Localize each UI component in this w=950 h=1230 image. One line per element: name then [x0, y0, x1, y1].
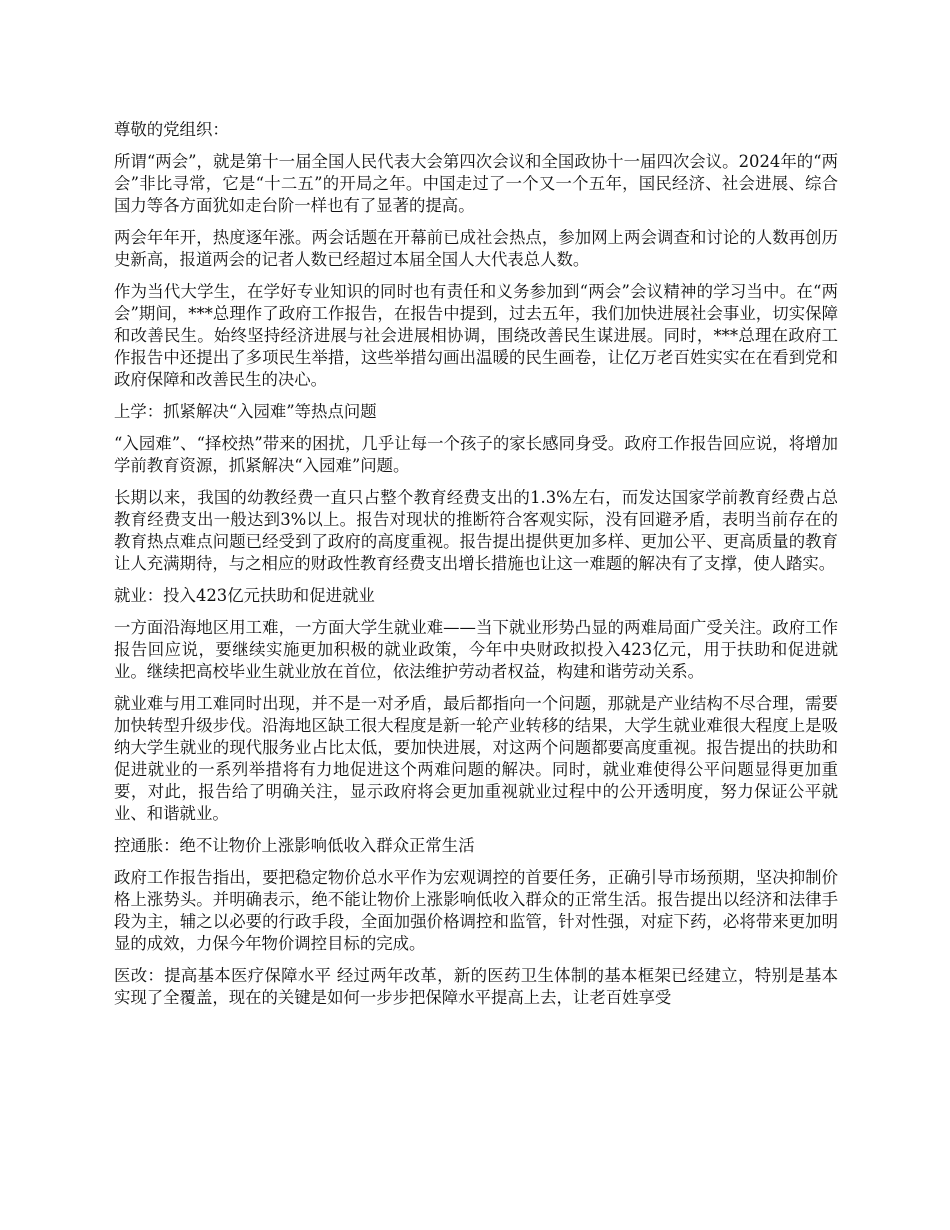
paragraph-students: 作为当代大学生，在学好专业知识的同时也有责任和义务参加到“两会”会议精神的学习当中。在“两会”期间，***总理作了政府工作报告，在报告中提到，过去五年，我们加快进展社会事业，切实保障和改善民生。始终坚持经济进展与社会进展相协调，围绕改善民生谋进展。同时，***总理在政府工作报告中还提出了多项民生举措，这些举措勾画出温暖的民生画卷，让亿万老百姓实实在在看到党和政府保障和改善民生的决心。 — [114, 282, 838, 389]
paragraph-employment-policy: 一方面沿海地区用工难，一方面大学生就业难——当下就业形势凸显的两难局面广受关注。政府工作报告回应说，要继续实施更加积极的就业政策，今年中央财政拟投入423亿元，用于扶助和促进就业。继续把高校毕业生就业放在首位，依法维护劳动者权益，构建和谐劳动关系。 — [114, 618, 838, 681]
paragraph-healthcare: 医改：提高基本医疗保障水平 经过两年改革，新的医药卫生体制的基本框架已经建立，特别是基本实现了全覆盖，现在的关键是如何一步步把保障水平提高上去，让老百姓享受 — [114, 966, 838, 1007]
paragraph-kindergarten: “入园难”、“择校热”带来的困扰，几乎让每一个孩子的家长感同身受。政府工作报告回应说，将增加学前教育资源，抓紧解决“入园难”问题。 — [114, 434, 838, 475]
heading-schooling: 上学：抓紧解决“入园难”等热点问题 — [114, 402, 377, 421]
heading-inflation: 控通胀：绝不让物价上涨影响低收入群众正常生活 — [114, 836, 475, 855]
heading-employment: 就业：投入423亿元扶助和促进就业 — [114, 586, 375, 605]
document-body — [114, 119, 838, 1019]
paragraph-education-funding: 长期以来，我国的幼教经费一直只占整个教育经费支出的1.3%左右，而发达国家学前教育经费占总教育经费支出一般达到3%以上。报告对现状的推断符合客观实际，没有回避矛盾，表明当前存在的教育热点难点问题已经受到了政府的高度重视。报告提出提供更加多样、更加公平、更高质量的教育让人充满期待，与之相应的财政性教育经费支出增长措施也让这一难题的解决有了支撑，使人踏实。 — [114, 488, 838, 573]
paragraph-heat: 两会年年开，热度逐年涨。两会话题在开幕前已成社会热点，参加网上两会调查和讨论的人数再创历史新高，报道两会的记者人数已经超过本届全国人大代表总人数。 — [114, 228, 838, 269]
paragraph-employment-analysis: 就业难与用工难同时出现，并不是一对矛盾，最后都指向一个问题，那就是产业结构不尽合理，需要加快转型升级步伐。沿海地区缺工很大程度是新一轮产业转移的结果，大学生就业难很大程度上是吸纳大学生就业的现代服务业占比太低，要加快进展，对这两个问题都要高度重视。报告提出的扶助和促进就业的一系列举措将有力地促进这个两难问题的解决。同时，就业难使得公平问题显得更加重要，对此，报告给了明确关注，显示政府将会更加重视就业过程中的公开透明度，努力保证公平就业、和谐就业。 — [114, 694, 838, 823]
paragraph-inflation: 政府工作报告指出，要把稳定物价总水平作为宏观调控的首要任务，正确引导市场预期，坚决抑制价格上涨势头。并明确表示，绝不能让物价上涨影响低收入群众的正常生活。报告提出以经济和法律手段为主，辅之以必要的行政手段，全面加强价格调控和监管，针对性强，对症下药，必将带来更加明显的成效，力保今年物价调控目标的完成。 — [114, 868, 838, 953]
salutation: 尊敬的党组织： — [114, 120, 229, 139]
paragraph-intro-two-sessions: 所谓“两会”，就是第十一届全国人民代表大会第四次会议和全国政协十一届四次会议。2024年的“两会”非比寻常，它是“十二五”的开局之年。中国走过了一个又一个五年，国民经济、社会进展、综合国力等各方面犹如走台阶一样也有了显著的提高。 — [114, 152, 838, 215]
